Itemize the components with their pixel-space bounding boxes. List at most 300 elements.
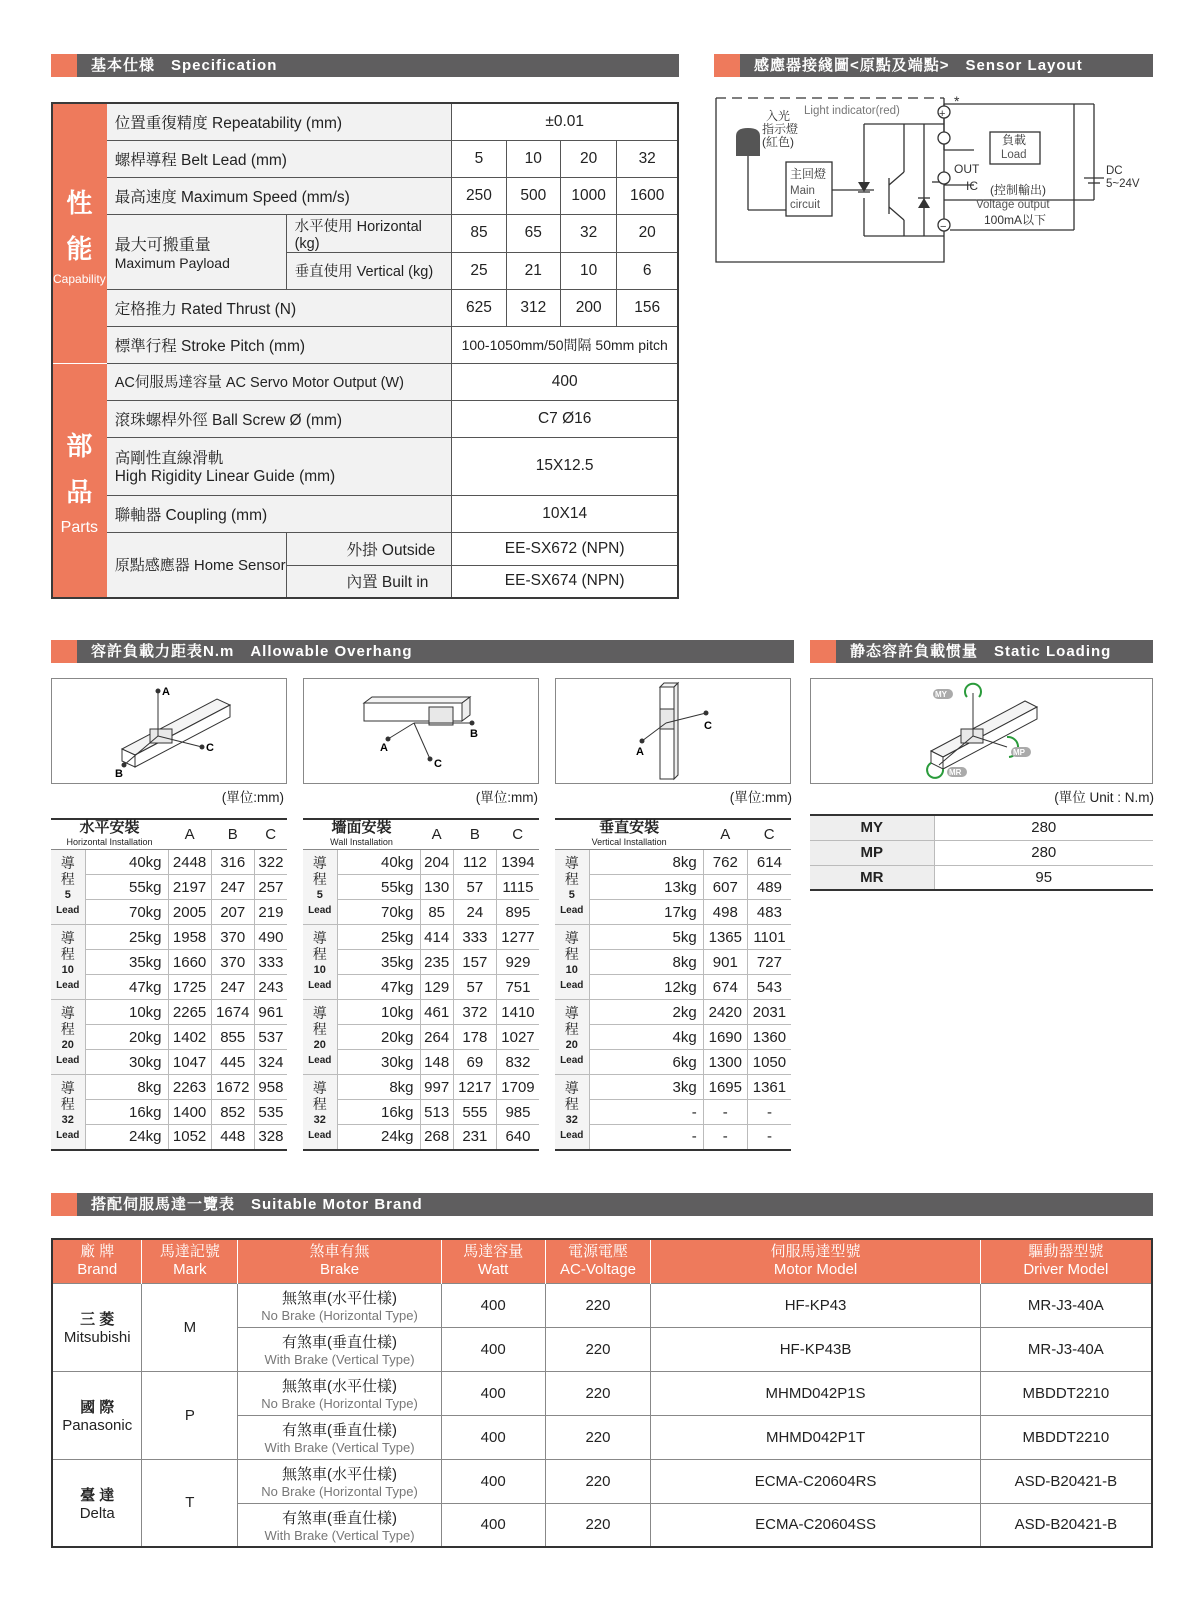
overhang-row xyxy=(555,950,791,975)
overhang-value: 69 xyxy=(453,1050,496,1075)
lead-number: 5 xyxy=(568,889,575,901)
lead-zh-1: 導 xyxy=(312,930,327,946)
lead-value: 32 xyxy=(617,140,678,177)
static-section-header xyxy=(810,640,1153,663)
overhang-value: 1361 xyxy=(747,1075,791,1100)
lead-number: 32 xyxy=(565,1113,578,1126)
coupling-label: 聯軸器 Coupling (mm) xyxy=(106,495,452,532)
lead-zh-2: 程 xyxy=(60,1021,75,1037)
horizontal-value: 85 xyxy=(452,214,506,252)
load-cell: 8kg xyxy=(85,1075,168,1100)
repeatability-value: ±0.01 xyxy=(452,103,678,140)
lead-en: Lead xyxy=(56,1055,80,1066)
overhang-row xyxy=(555,975,791,1000)
lead-zh-1: 導 xyxy=(564,1079,579,1096)
load-cell: 13kg xyxy=(589,875,703,900)
load-cell: 10kg xyxy=(85,1000,168,1025)
lead-number: 5 xyxy=(64,889,71,901)
overhang-value: 370 xyxy=(211,925,254,950)
sensor-section-title: 感應器接綫圖<原點及端點> Sensor Layout xyxy=(754,57,1083,74)
brake-cell xyxy=(238,1283,442,1327)
linear-guide-en: High Rigidity Linear Guide (mm) xyxy=(114,468,336,485)
column-header: C xyxy=(254,819,287,850)
axis-c-label: C xyxy=(206,742,214,754)
overhang-row xyxy=(555,1125,791,1150)
overhang-value: 751 xyxy=(496,975,539,1000)
overhang-row xyxy=(303,850,539,875)
lead-group-label xyxy=(303,925,337,1000)
overhang-value: 268 xyxy=(420,1125,453,1150)
driver-model-cell: MBDDT2210 xyxy=(980,1371,1152,1415)
parts-en: Parts xyxy=(60,519,99,537)
lead-zh-1: 導 xyxy=(60,855,75,871)
brand-zh: 三 菱 xyxy=(80,1311,115,1328)
lead-value: 10 xyxy=(506,140,560,177)
overhang-value: 855 xyxy=(211,1025,254,1050)
overhang-value: 1217 xyxy=(453,1075,496,1100)
header-accent xyxy=(714,54,740,77)
lead-en: Lead xyxy=(308,980,332,991)
overhang-row xyxy=(555,875,791,900)
main-circuit-en2: circuit xyxy=(790,199,821,211)
overhang-row xyxy=(555,925,791,950)
parts-zh-2: 品 xyxy=(66,477,93,508)
overhang-value: 1394 xyxy=(496,850,539,875)
load-cell: 17kg xyxy=(589,900,703,925)
lead-zh-1: 導 xyxy=(60,1079,75,1096)
brake-zh: 有煞車(垂直仕樣) xyxy=(282,1334,398,1351)
brake-en: With Brake (Vertical Type) xyxy=(264,1527,415,1543)
spec-section-title: 基本仕様 Specification xyxy=(91,57,278,74)
parts-label xyxy=(52,363,106,598)
ic-label: IC xyxy=(966,179,978,193)
overhang-value: 895 xyxy=(496,900,539,925)
speed-value: 1000 xyxy=(560,177,616,214)
speed-label: 最高速度 Maximum Speed (mm/s) xyxy=(106,177,452,214)
lead-group-label xyxy=(303,1075,337,1150)
overhang-value: 614 xyxy=(747,850,791,875)
star-mark: * xyxy=(954,93,960,109)
load-cell: 70kg xyxy=(337,900,420,925)
overhang-value: 231 xyxy=(453,1125,496,1150)
brand-en: Mitsubishi xyxy=(63,1329,131,1346)
column-header: C xyxy=(496,819,539,850)
lead-group-label xyxy=(51,1000,85,1075)
column-header: B xyxy=(211,819,254,850)
unit-label: (單位:mm) xyxy=(475,790,538,805)
vertical-value: 21 xyxy=(506,252,560,289)
static-row xyxy=(810,815,1153,840)
horizontal-value: 65 xyxy=(506,214,560,252)
overhang-value: 333 xyxy=(453,925,496,950)
payload-label-zh: 最大可搬重量 xyxy=(114,237,211,254)
control-output-label: (控制輸出) xyxy=(990,183,1046,197)
linear-guide-label xyxy=(106,437,452,495)
installation-title xyxy=(51,819,168,850)
lead-en: Lead xyxy=(308,1055,332,1066)
driver-model-cell: ASD-B20421-B xyxy=(980,1459,1152,1503)
load-cell: 16kg xyxy=(85,1100,168,1125)
load-cell: 10kg xyxy=(337,1000,420,1025)
header-motor-model: 伺服馬達型號 Motor Model xyxy=(651,1239,980,1283)
overhang-value: 461 xyxy=(420,1000,453,1025)
horizontal-value: 20 xyxy=(617,214,678,252)
load-cell: 55kg xyxy=(85,875,168,900)
plus-icon: + xyxy=(939,108,946,120)
brake-zh: 無煞車(水平仕樣) xyxy=(282,1378,398,1395)
overhang-value: 130 xyxy=(420,875,453,900)
lead-zh-2: 程 xyxy=(312,1021,327,1037)
lead-zh-2: 程 xyxy=(312,1095,327,1112)
brake-zh: 無煞車(水平仕樣) xyxy=(282,1290,398,1307)
watt-cell: 400 xyxy=(441,1283,545,1327)
lead-en: Lead xyxy=(56,980,80,991)
driver-model-cell: ASD-B20421-B xyxy=(980,1503,1152,1547)
lead-zh-2: 程 xyxy=(564,871,579,887)
overhang-value: 1674 xyxy=(211,1000,254,1025)
overhang-value: 445 xyxy=(211,1050,254,1075)
motor-model-cell: HF-KP43B xyxy=(651,1327,980,1371)
load-cell: 6kg xyxy=(589,1050,703,1075)
header-accent xyxy=(51,54,77,77)
overhang-row xyxy=(303,1025,539,1050)
minus-icon: − xyxy=(940,221,947,233)
overhang-row xyxy=(303,900,539,925)
wall-overhang-table xyxy=(303,818,539,1151)
capability-zh-1: 性 xyxy=(66,188,93,219)
wall-actuator-icon xyxy=(304,679,538,783)
overhang-row xyxy=(303,950,539,975)
installation-title-en: Horizontal Installation xyxy=(66,837,153,847)
lead-group-label xyxy=(303,1000,337,1075)
load-cell: 2kg xyxy=(589,1000,703,1025)
overhang-value: 414 xyxy=(420,925,453,950)
overhang-value: 247 xyxy=(211,875,254,900)
static-value: 280 xyxy=(934,815,1153,840)
load-cell: - xyxy=(589,1125,703,1150)
speed-value: 250 xyxy=(452,177,506,214)
overhang-value: 498 xyxy=(703,900,747,925)
overhang-value: 1709 xyxy=(496,1075,539,1100)
overhang-value: 328 xyxy=(254,1125,287,1150)
axis-a-label: A xyxy=(162,686,170,698)
overhang-value: 129 xyxy=(420,975,453,1000)
brand-en: Panasonic xyxy=(62,1417,133,1434)
axis-a-label: A xyxy=(636,746,644,758)
lead-number: 5 xyxy=(316,889,323,901)
motor-output-value: 400 xyxy=(452,363,678,400)
brake-en: No Brake (Horizontal Type) xyxy=(261,1396,418,1411)
static-loading-diagram xyxy=(810,678,1153,784)
lead-group-label xyxy=(555,925,589,1000)
lead-label: 螺桿導程 Belt Lead (mm) xyxy=(106,140,452,177)
lead-en: Lead xyxy=(560,1129,584,1141)
lead-group-label xyxy=(303,850,337,925)
brake-zh: 有煞車(垂直仕樣) xyxy=(282,1509,398,1527)
overhang-row xyxy=(51,1000,287,1025)
overhang-row xyxy=(555,1075,791,1100)
lead-en: Lead xyxy=(560,1055,584,1066)
overhang-value: 832 xyxy=(496,1050,539,1075)
load-cell: 40kg xyxy=(337,850,420,875)
voltage-cell: 220 xyxy=(545,1459,651,1503)
overhang-row xyxy=(555,900,791,925)
overhang-value: 316 xyxy=(211,850,254,875)
dc-label: DC xyxy=(1106,165,1123,177)
overhang-value: 1115 xyxy=(496,875,539,900)
axis-a-label: A xyxy=(380,742,388,754)
brake-zh: 無煞車(水平仕樣) xyxy=(282,1466,398,1483)
brake-en: No Brake (Horizontal Type) xyxy=(261,1484,418,1499)
load-cell: 16kg xyxy=(337,1100,420,1125)
lead-number: 10 xyxy=(61,964,74,976)
overhang-row xyxy=(51,1125,287,1150)
payload-label-en: Maximum Payload xyxy=(114,255,230,271)
lead-group-label xyxy=(555,1075,589,1150)
load-cell: 55kg xyxy=(337,875,420,900)
overhang-value: 535 xyxy=(254,1100,287,1125)
motor-model-cell: ECMA-C20604SS xyxy=(651,1503,980,1547)
lead-group-label xyxy=(51,850,85,925)
payload-label xyxy=(106,214,286,289)
overhang-value: - xyxy=(703,1125,747,1150)
light-label-zh3: (紅色) xyxy=(762,135,794,149)
overhang-value: - xyxy=(747,1125,791,1150)
overhang-row xyxy=(555,1000,791,1025)
brake-en: With Brake (Vertical Type) xyxy=(264,1440,415,1455)
current-label: 100mA以下 xyxy=(984,213,1047,227)
horizontal-actuator-icon xyxy=(52,679,286,783)
overhang-value: 1101 xyxy=(747,925,791,950)
lead-zh-2: 程 xyxy=(312,946,327,962)
overhang-row xyxy=(303,925,539,950)
installation-title-en: Vertical Installation xyxy=(591,837,667,847)
brand-cell xyxy=(52,1459,142,1547)
lead-zh-1: 導 xyxy=(312,855,327,871)
overhang-value: 1672 xyxy=(211,1075,254,1100)
overhang-value: 372 xyxy=(453,1000,496,1025)
load-cell: - xyxy=(589,1100,703,1125)
static-value: 280 xyxy=(934,840,1153,865)
dc-voltage-label: 5~24V xyxy=(1106,178,1140,190)
vertical-actuator-icon xyxy=(556,679,790,783)
lead-zh-2: 程 xyxy=(60,1095,75,1112)
installation-title-en: Wall Installation xyxy=(330,837,393,847)
brake-en: With Brake (Vertical Type) xyxy=(264,1352,415,1367)
lead-zh-1: 導 xyxy=(60,1005,75,1021)
unit-label: (單位:mm) xyxy=(729,790,792,805)
lead-group-label xyxy=(555,1000,589,1075)
axis-b-label: B xyxy=(470,728,478,740)
axis-c-label: C xyxy=(434,758,442,770)
lead-number: 10 xyxy=(313,964,326,976)
vertical-label: 垂直使用 Vertical (kg) xyxy=(286,252,452,289)
overhang-value: 257 xyxy=(254,875,287,900)
brake-cell xyxy=(238,1327,442,1371)
thrust-value: 312 xyxy=(506,289,560,326)
overhang-header-row xyxy=(303,819,539,850)
overhang-value: 1027 xyxy=(496,1025,539,1050)
overhang-value: 207 xyxy=(211,900,254,925)
overhang-value: 2005 xyxy=(168,900,211,925)
motor-header-row xyxy=(52,1239,1152,1283)
load-cell: 40kg xyxy=(85,850,168,875)
lead-group-label xyxy=(51,1075,85,1150)
spec-section-header xyxy=(51,54,679,77)
overhang-value: 2448 xyxy=(168,850,211,875)
installation-title xyxy=(303,819,420,850)
overhang-row xyxy=(303,975,539,1000)
load-cell: 3kg xyxy=(589,1075,703,1100)
overhang-value: 727 xyxy=(747,950,791,975)
mark-cell: T xyxy=(142,1459,238,1547)
overhang-row xyxy=(303,1125,539,1150)
vertical-installation-diagram xyxy=(555,678,791,784)
vertical-overhang-table xyxy=(555,818,791,1151)
lead-en: Lead xyxy=(56,1129,80,1141)
load-cell: 47kg xyxy=(337,975,420,1000)
vertical-value: 6 xyxy=(617,252,678,289)
axis-b-label: B xyxy=(115,768,123,780)
overhang-value: 112 xyxy=(453,850,496,875)
overhang-row xyxy=(555,850,791,875)
overhang-value: 2420 xyxy=(703,1000,747,1025)
column-header: B xyxy=(453,819,496,850)
watt-cell: 400 xyxy=(441,1327,545,1371)
installation-title xyxy=(555,819,703,850)
motor-row xyxy=(52,1371,1152,1415)
brand-cell xyxy=(52,1371,142,1459)
load-cell: 4kg xyxy=(589,1025,703,1050)
builtin-value: EE-SX674 (NPN) xyxy=(452,565,678,598)
unit-label: (單位:mm) xyxy=(221,790,284,805)
motor-section-title: 搭配伺服馬達一覽表 Suitable Motor Brand xyxy=(91,1196,423,1213)
overhang-value: 674 xyxy=(703,975,747,1000)
overhang-value: 1402 xyxy=(168,1025,211,1050)
overhang-value: 555 xyxy=(453,1100,496,1125)
lead-en: Lead xyxy=(308,1129,332,1141)
overhang-value: 324 xyxy=(254,1050,287,1075)
overhang-value: 247 xyxy=(211,975,254,1000)
load-cell: 8kg xyxy=(337,1075,420,1100)
overhang-value: 997 xyxy=(420,1075,453,1100)
sensor-layout-diagram xyxy=(714,90,1154,270)
header-brand: 廠 牌 Brand xyxy=(52,1239,142,1283)
overhang-row xyxy=(555,1050,791,1075)
overhang-value: 483 xyxy=(747,900,791,925)
overhang-value: 985 xyxy=(496,1100,539,1125)
driver-model-cell: MR-J3-40A xyxy=(980,1327,1152,1371)
overhang-value: 2263 xyxy=(168,1075,211,1100)
brand-cell xyxy=(52,1283,142,1371)
watt-cell: 400 xyxy=(441,1371,545,1415)
capability-en: Capability xyxy=(53,272,106,287)
load-cell: 5kg xyxy=(589,925,703,950)
motor-model-cell: HF-KP43 xyxy=(651,1283,980,1327)
overhang-row xyxy=(51,950,287,975)
overhang-value: 204 xyxy=(420,850,453,875)
overhang-value: 24 xyxy=(453,900,496,925)
lead-zh-2: 程 xyxy=(564,946,579,962)
load-cell: 35kg xyxy=(85,950,168,975)
header-voltage: 電源電壓 AC-Voltage xyxy=(545,1239,651,1283)
overhang-value: 607 xyxy=(703,875,747,900)
motor-model-cell: ECMA-C20604RS xyxy=(651,1459,980,1503)
watt-cell: 400 xyxy=(441,1415,545,1459)
header-accent xyxy=(51,640,77,663)
overhang-value: 852 xyxy=(211,1100,254,1125)
overhang-value: 1410 xyxy=(496,1000,539,1025)
watt-cell: 400 xyxy=(441,1459,545,1503)
motor-brand-table xyxy=(51,1238,1153,1548)
lead-zh-1: 導 xyxy=(60,930,75,946)
my-marker: MY xyxy=(935,690,947,699)
ball-screw-label: 滾珠螺桿外徑 Ball Screw Ø (mm) xyxy=(106,400,452,437)
capability-zh-2: 能 xyxy=(66,234,93,265)
watt-cell: 400 xyxy=(441,1503,545,1547)
overhang-row xyxy=(51,875,287,900)
overhang-value: 537 xyxy=(254,1025,287,1050)
mp-marker: MP xyxy=(1013,748,1025,757)
main-circuit-en1: Main xyxy=(790,185,815,197)
voltage-cell: 220 xyxy=(545,1503,651,1547)
voltage-cell: 220 xyxy=(545,1283,651,1327)
load-cell: 47kg xyxy=(85,975,168,1000)
overhang-header-row xyxy=(51,819,287,850)
lead-value: 20 xyxy=(560,140,616,177)
specification-table xyxy=(51,102,679,599)
load-cell: 24kg xyxy=(85,1125,168,1150)
overhang-value: 243 xyxy=(254,975,287,1000)
mark-cell: P xyxy=(142,1371,238,1459)
column-header: A xyxy=(420,819,453,850)
lead-en: Lead xyxy=(308,905,332,916)
lead-zh-2: 程 xyxy=(60,946,75,962)
load-cell: 30kg xyxy=(337,1050,420,1075)
overhang-row xyxy=(51,900,287,925)
brake-zh: 有煞車(垂直仕樣) xyxy=(282,1422,398,1439)
brake-en: No Brake (Horizontal Type) xyxy=(261,1308,418,1323)
overhang-value: 489 xyxy=(747,875,791,900)
static-row xyxy=(810,865,1153,890)
load-cell: 20kg xyxy=(85,1025,168,1050)
motor-model-cell: MHMD042P1T xyxy=(651,1415,980,1459)
brand-zh: 國 際 xyxy=(80,1399,115,1416)
overhang-row xyxy=(555,1100,791,1125)
load-cell: 8kg xyxy=(589,950,703,975)
lead-group-label xyxy=(51,925,85,1000)
header-mark: 馬達記號 Mark xyxy=(142,1239,238,1283)
load-cell: 12kg xyxy=(589,975,703,1000)
overhang-value: 1660 xyxy=(168,950,211,975)
lead-zh-1: 導 xyxy=(564,930,579,946)
overhang-value: 1690 xyxy=(703,1025,747,1050)
overhang-value: 1277 xyxy=(496,925,539,950)
load-cell: 35kg xyxy=(337,950,420,975)
overhang-value: 322 xyxy=(254,850,287,875)
static-value: 95 xyxy=(934,865,1153,890)
overhang-value: 264 xyxy=(420,1025,453,1050)
motor-model-cell: MHMD042P1S xyxy=(651,1371,980,1415)
overhang-section-header xyxy=(51,640,794,663)
overhang-value: 1365 xyxy=(703,925,747,950)
main-circuit-zh: 主回燈 xyxy=(790,167,827,181)
capability-label xyxy=(52,103,106,363)
motor-section-header xyxy=(51,1193,1153,1216)
lead-number: 10 xyxy=(565,964,578,976)
mr-marker: MR xyxy=(949,768,962,777)
overhang-value: 1052 xyxy=(168,1125,211,1150)
